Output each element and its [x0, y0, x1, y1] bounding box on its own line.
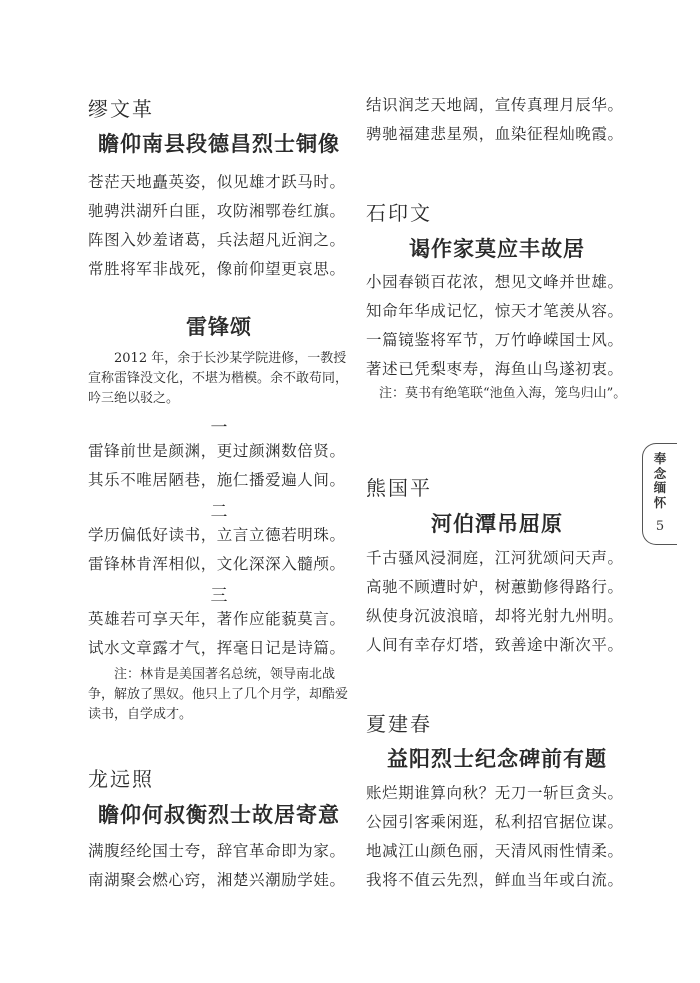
preface-text: 2012 年，余于长沙某学院进修，一教授宣称雷锋没文化，不堪为楷模。余不敢苟同，吟三绝以驳之。 [88, 351, 349, 406]
section-number: 一 [210, 418, 228, 438]
note-text: 注：林肯是美国著名总统，领导南北战争，解放了黑奴。他只上了几个月学，却酷爱读书，自学成才。 [88, 667, 349, 722]
poem-line: 结识润芝天地阔，宣传真理月辰华。 [366, 96, 624, 114]
poem-title-quyuan: 河伯潭吊屈原 [431, 511, 563, 536]
author-miao: 缪文革 [88, 97, 154, 121]
poem-line: 雷锋林肯浑相似，文化深深入髓颅。 [88, 555, 346, 573]
page-number: 5 [655, 519, 665, 534]
poem-line: 千古骚风浸洞庭，江河犹颂问天声。 [366, 549, 624, 567]
note-text: 注：莫书有绝笔联“池鱼入海，笼鸟归山”。 [379, 386, 627, 401]
poem-line: 学历偏低好读书，立言立德若明珠。 [88, 526, 346, 544]
poem-line: 小园春锁百花浓，想见文峰并世雄。 [366, 273, 624, 291]
poem-line: 满腹经纶国士夸，辞官革命即为家。 [88, 842, 346, 860]
poem-line: 苍茫天地矗英姿，似见雄才跃马时。 [88, 173, 346, 191]
poem-line: 英雄若可享天年，著作应能藐莫言。 [88, 610, 346, 628]
poem-line: 南湖聚会燃心窍，湘楚兴潮励学娃。 [88, 871, 346, 889]
poem-line: 驰骋洪湖歼白匪，攻防湘鄂卷红旗。 [88, 202, 346, 220]
chapter-side-tab [642, 443, 677, 545]
poem-title-yiyang: 益阳烈士纪念碑前有题 [387, 746, 607, 771]
poem-title-he: 瞻仰何叔衡烈士故居寄意 [98, 802, 340, 827]
poem-line: 阵图入妙羞诸葛，兵法超凡近润之。 [88, 231, 346, 249]
poem-line: 一篇镜鉴将军节，万竹峥嵘国士风。 [366, 331, 624, 349]
poem-line: 常胜将军非战死，像前仰望更哀思。 [88, 260, 346, 278]
author-xia: 夏建春 [366, 712, 432, 736]
poem-line: 雷锋前世是颜渊，更过颜渊数倍贤。 [88, 442, 346, 460]
chapter-label: 奉念缅怀 [653, 451, 667, 510]
poem-line: 人间有幸存灯塔，致善途中渐次平。 [366, 636, 624, 654]
poem-title-leifeng: 雷锋颂 [186, 314, 252, 339]
poem-line: 我将不值云先烈，鲜血当年或白流。 [366, 871, 624, 889]
poem-line: 骋驰福建悲星殒，血染征程灿晚霞。 [366, 125, 624, 143]
poem-line: 其乐不唯居陋巷，施仁播爱遍人间。 [88, 471, 346, 489]
poem-line: 纵使身沉波浪暗，却将光射九州明。 [366, 607, 624, 625]
author-long: 龙远照 [88, 767, 154, 791]
author-shi: 石印文 [366, 201, 432, 225]
poem-title-duan: 瞻仰南县段德昌烈士铜像 [98, 131, 340, 156]
poem-line: 账烂期谁算向秋？无刀一斩巨贪头。 [366, 784, 624, 802]
poem-line: 试水文章露才气，挥毫日记是诗篇。 [88, 639, 346, 657]
poem-line: 著述已凭梨枣寿，海鱼山鸟遂初衷。 [366, 360, 624, 378]
section-number: 二 [210, 502, 228, 522]
poem-line: 高驰不顾遭时妒，树蕙勤修得路行。 [366, 578, 624, 596]
poem-line: 地减江山颜色丽，天清风雨性情柔。 [366, 842, 624, 860]
author-xiong: 熊国平 [366, 476, 432, 500]
section-number: 三 [210, 586, 228, 606]
poem-line: 知命年华成记忆，惊天才笔羡从容。 [366, 302, 624, 320]
poem-title-mo: 谒作家莫应丰故居 [409, 236, 585, 261]
poem-line: 公园引客乘闲逛，私利招官据位谋。 [366, 813, 624, 831]
